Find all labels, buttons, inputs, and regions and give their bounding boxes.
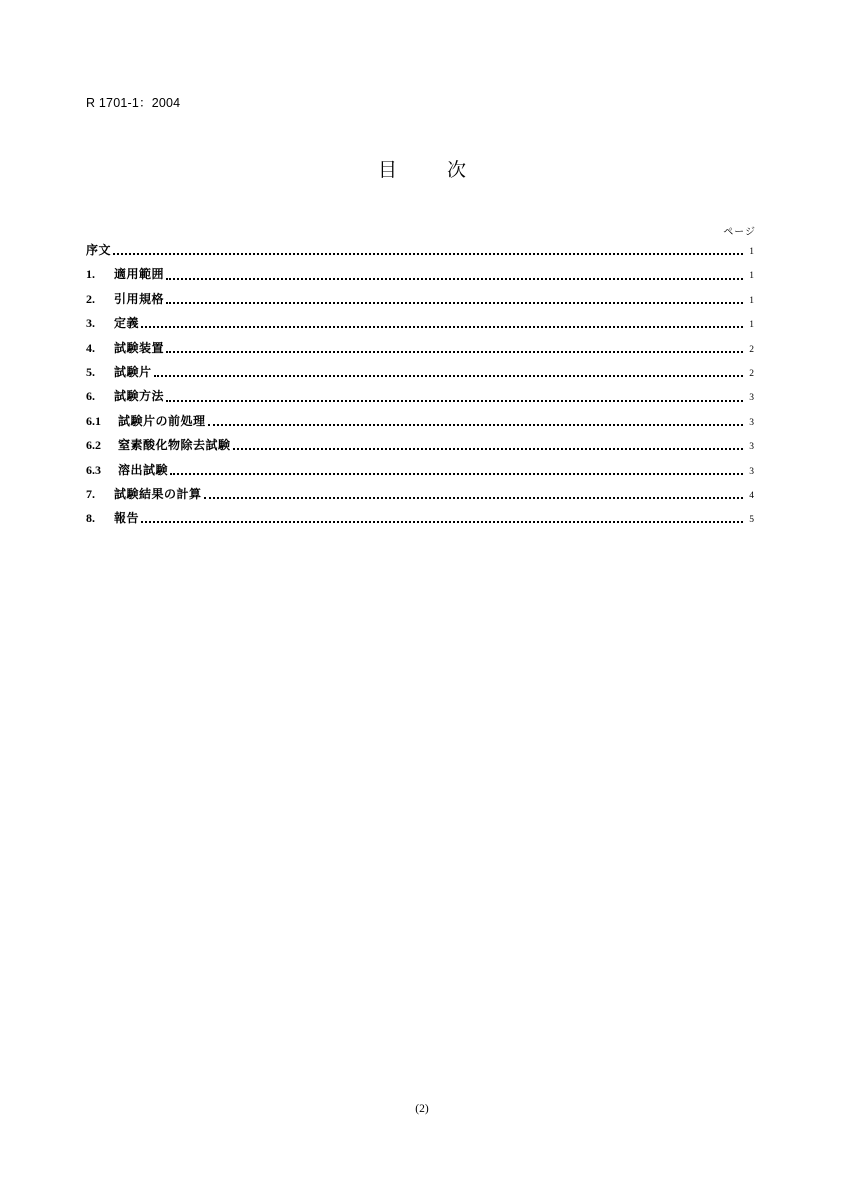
dot-leader [170, 473, 743, 475]
toc-entry-number: 3. [86, 316, 95, 331]
toc-entry-8[interactable] [86, 509, 754, 533]
toc-entry-title: 試験片 [114, 364, 152, 379]
toc-entry-page: 1 [749, 320, 754, 331]
toc-entry-6-1[interactable] [86, 412, 754, 436]
dot-leader [141, 521, 743, 523]
toc-entry-number: 7. [86, 486, 95, 501]
table-of-contents [86, 241, 754, 534]
toc-entry-title: 序文 [86, 243, 112, 257]
toc-entry-title: 引用規格 [114, 291, 165, 306]
toc-entry-3[interactable] [86, 314, 754, 338]
toc-entry-preface[interactable] [86, 241, 754, 265]
toc-entry-title: 報告 [114, 511, 140, 526]
toc-entry-2[interactable] [86, 290, 754, 314]
toc-entry-page: 3 [749, 466, 754, 477]
document-id: R 1701-1：2004 [86, 96, 181, 110]
toc-entry-title: 窒素酸化物除去試験 [118, 438, 231, 453]
dot-leader [208, 424, 743, 426]
toc-title: 目 次 [377, 159, 489, 181]
dot-leader [113, 253, 743, 255]
toc-entry-number: 4. [86, 340, 95, 355]
toc-entry-7[interactable] [86, 485, 754, 509]
toc-entry-page: 2 [749, 344, 754, 355]
toc-entry-number: 6.3 [86, 462, 101, 477]
toc-entry-title: 試験片の前処理 [118, 413, 206, 428]
toc-entry-page: 3 [749, 393, 754, 404]
toc-entry-page: 5 [749, 515, 754, 526]
toc-entry-6-3[interactable] [86, 461, 754, 485]
toc-entry-number: 8. [86, 511, 95, 526]
toc-entry-page: 1 [749, 247, 754, 257]
page-column-label: ページ [723, 227, 756, 238]
toc-entry-number: 1. [86, 267, 95, 282]
toc-entry-number: 6.1 [86, 413, 101, 428]
toc-entry-6-2[interactable] [86, 436, 754, 460]
toc-entry-title: 定義 [114, 316, 140, 331]
dot-leader [154, 375, 743, 377]
dot-leader [204, 497, 743, 499]
toc-entry-page: 1 [749, 271, 754, 282]
page-number: (2) [415, 1103, 429, 1115]
toc-entry-1[interactable] [86, 265, 754, 289]
toc-entry-page: 3 [749, 442, 754, 453]
dot-leader [166, 302, 743, 304]
dot-leader [166, 351, 743, 353]
toc-entry-number: 2. [86, 291, 95, 306]
toc-entry-title: 試験結果の計算 [114, 486, 202, 501]
toc-entry-title: 試験装置 [114, 340, 165, 355]
dot-leader [166, 278, 743, 280]
dot-leader [233, 448, 743, 450]
toc-entry-page: 1 [749, 295, 754, 306]
toc-entry-title: 溶出試験 [118, 462, 169, 477]
toc-entry-6[interactable] [86, 387, 754, 411]
toc-entry-4[interactable] [86, 339, 754, 363]
toc-entry-5[interactable] [86, 363, 754, 387]
toc-entry-title: 試験方法 [114, 389, 165, 404]
toc-entry-number: 6. [86, 389, 95, 404]
dot-leader [141, 326, 743, 328]
toc-entry-number: 5. [86, 364, 95, 379]
toc-entry-title: 適用範囲 [114, 267, 165, 282]
toc-entry-page: 4 [749, 490, 754, 501]
toc-entry-number: 6.2 [86, 438, 101, 453]
toc-entry-page: 3 [749, 417, 754, 428]
toc-entry-page: 2 [749, 368, 754, 379]
dot-leader [166, 400, 743, 402]
